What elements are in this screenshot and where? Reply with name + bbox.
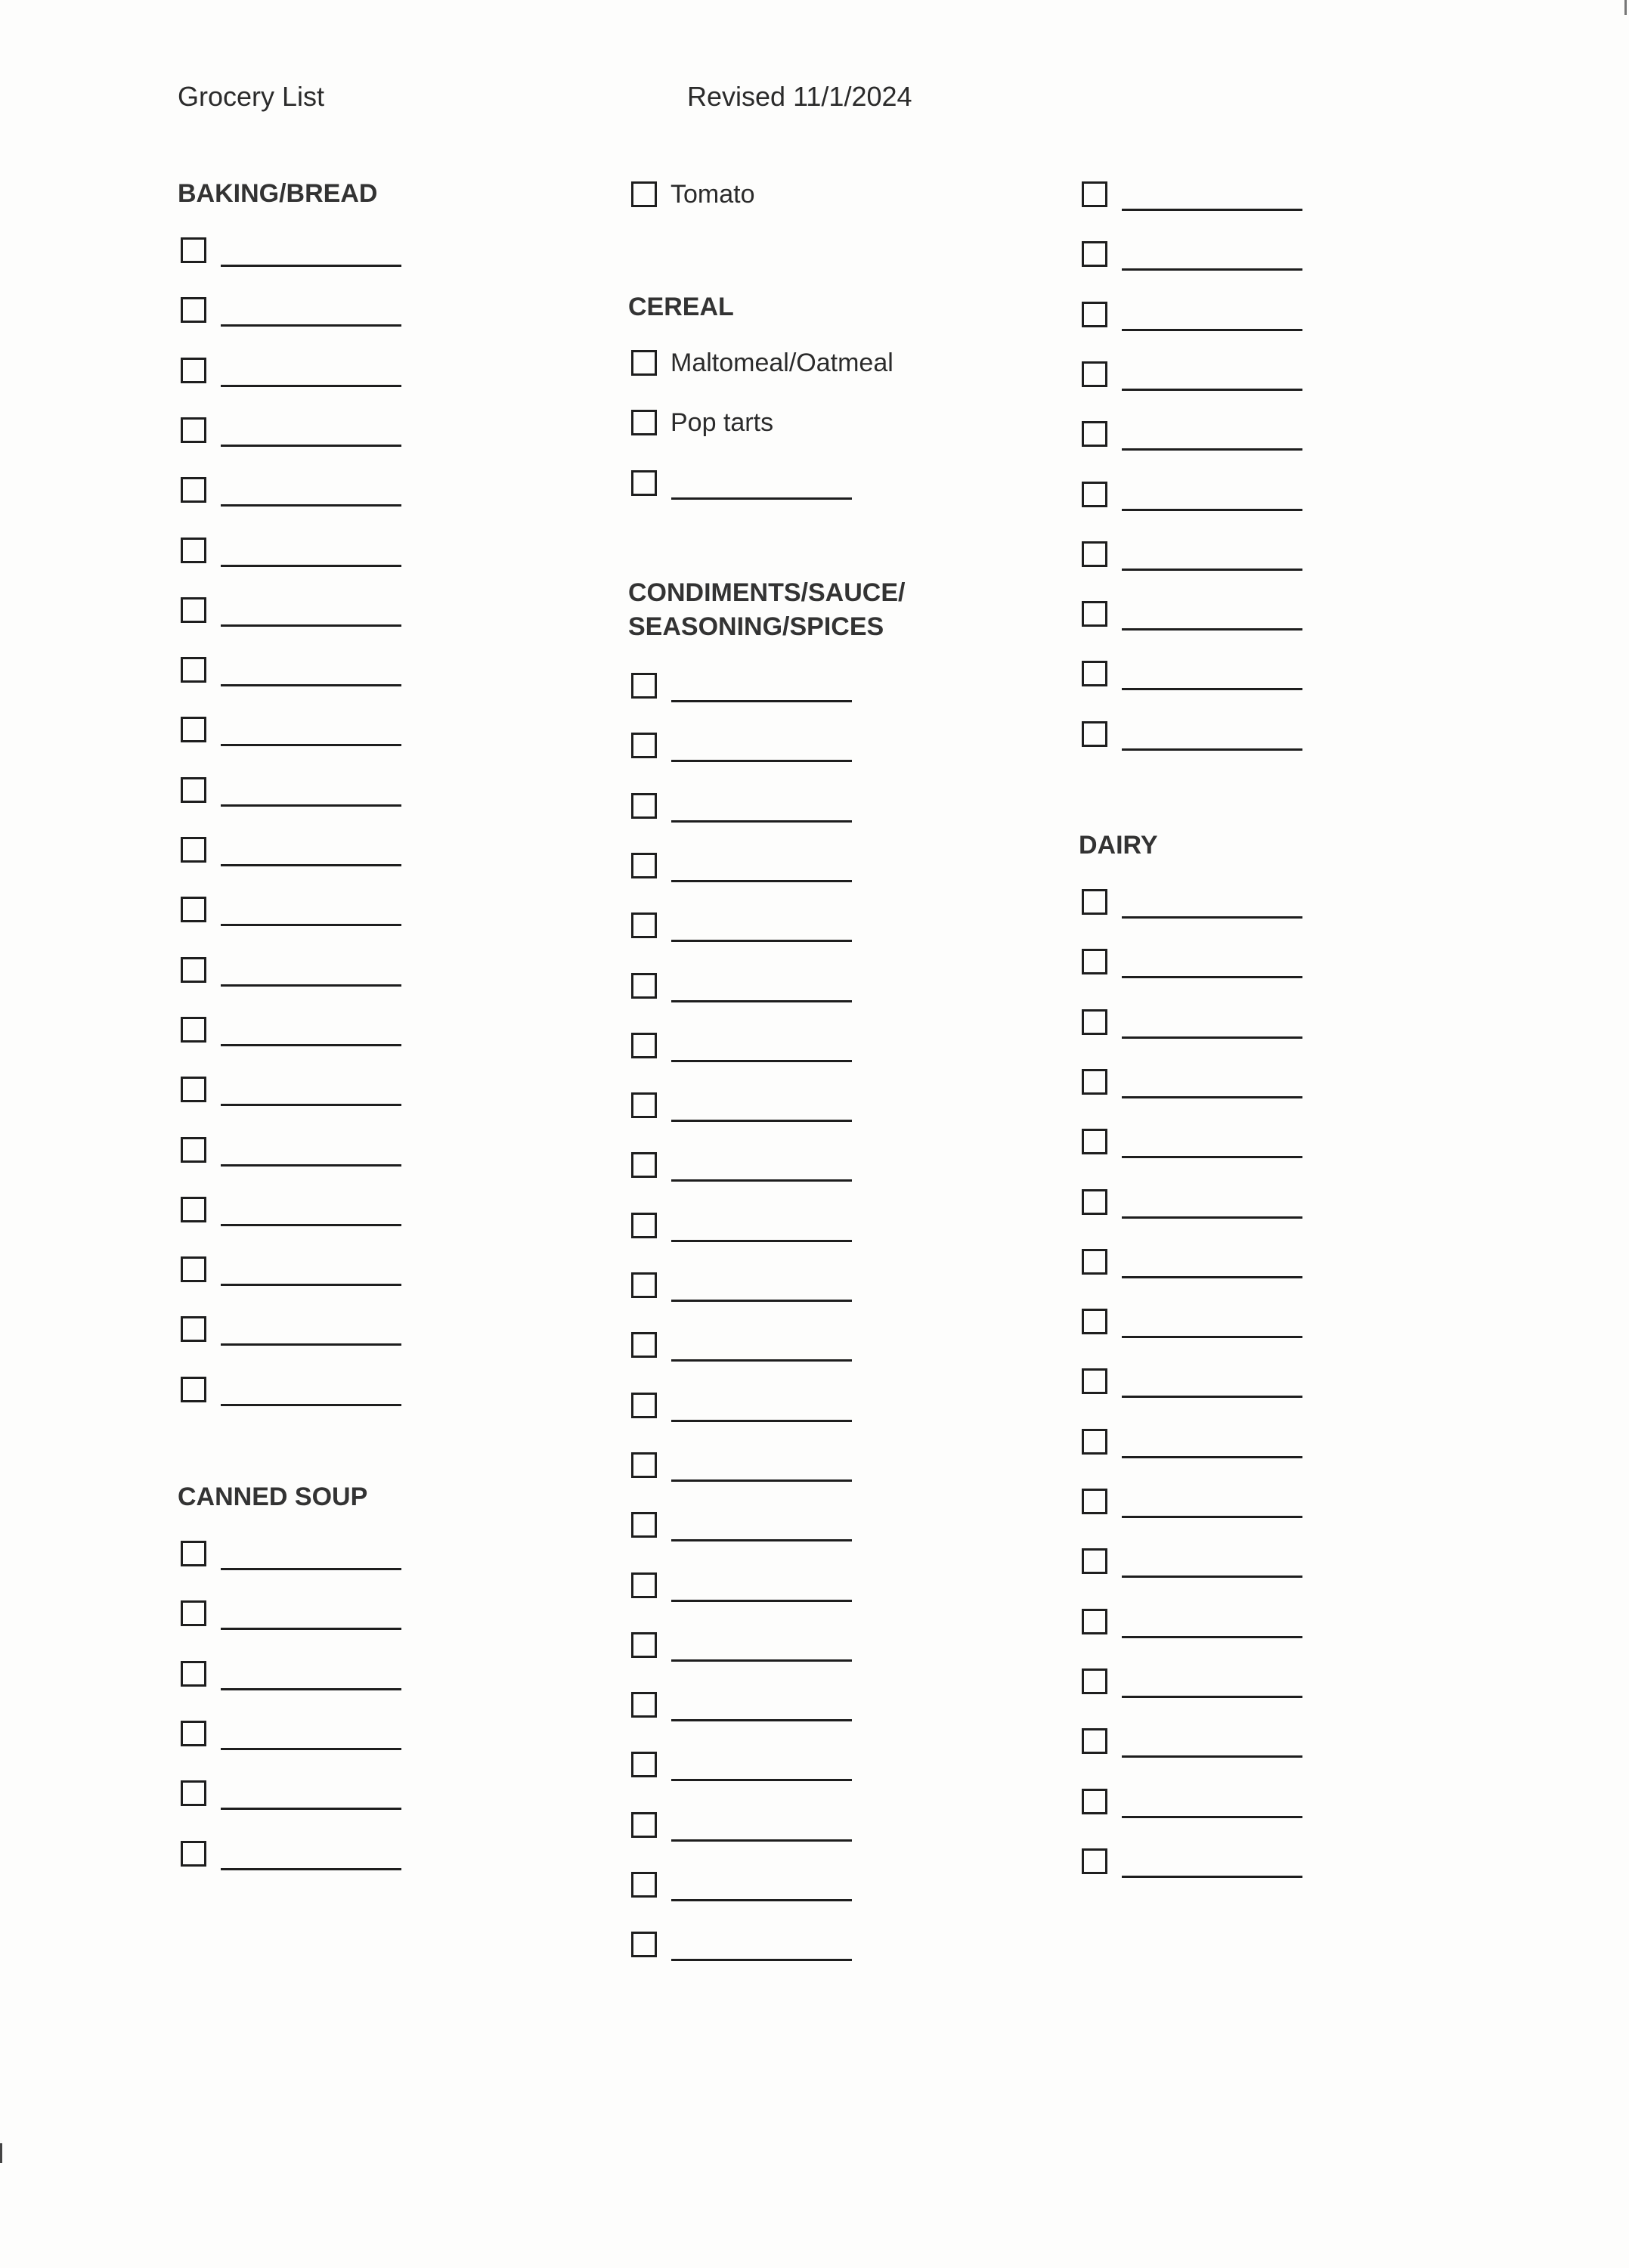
checkbox[interactable] <box>1082 181 1107 207</box>
checkbox[interactable] <box>181 1137 206 1163</box>
checkbox[interactable] <box>181 417 206 443</box>
checklist-item <box>1079 949 1396 981</box>
write-in-line[interactable] <box>1122 1696 1302 1698</box>
checklist-item <box>1079 1368 1396 1400</box>
write-in-line[interactable] <box>1122 628 1302 631</box>
checklist-item <box>1079 721 1396 753</box>
checklist-item <box>628 1632 946 1664</box>
checklist-item <box>1079 661 1396 692</box>
section-heading: BAKING/BREAD <box>178 179 378 208</box>
write-in-line[interactable] <box>671 1060 852 1062</box>
write-in-line[interactable] <box>221 1568 401 1570</box>
write-in-line[interactable] <box>671 940 852 942</box>
checkbox[interactable] <box>631 793 657 819</box>
checklist-item <box>178 1316 495 1348</box>
checkbox[interactable] <box>631 673 657 699</box>
write-in-line[interactable] <box>1122 509 1302 511</box>
checklist-item <box>1079 421 1396 453</box>
section-heading: CANNED SOUP <box>178 1483 368 1511</box>
checkbox[interactable] <box>631 1332 657 1358</box>
checkbox[interactable] <box>1082 601 1107 627</box>
checkbox[interactable] <box>1082 661 1107 686</box>
checklist-item <box>178 1841 495 1873</box>
checkbox[interactable] <box>181 1661 206 1687</box>
checklist-item <box>178 297 495 329</box>
write-in-line[interactable] <box>221 1688 401 1690</box>
write-in-line[interactable] <box>221 924 401 926</box>
checkbox[interactable] <box>1082 302 1107 327</box>
checklist-item <box>628 1213 946 1244</box>
checklist-item <box>1079 889 1396 921</box>
write-in-line[interactable] <box>671 1240 852 1242</box>
write-in-line[interactable] <box>1122 1576 1302 1578</box>
write-in-line[interactable] <box>221 265 401 267</box>
checklist-item <box>178 717 495 748</box>
checklist-item <box>178 1077 495 1108</box>
checklist-item <box>1079 1189 1396 1221</box>
checkbox[interactable] <box>181 237 206 263</box>
checklist-item <box>1079 1668 1396 1700</box>
checkbox[interactable] <box>181 597 206 623</box>
checkbox[interactable] <box>631 1932 657 1957</box>
checklist-item <box>628 673 946 705</box>
write-in-line[interactable] <box>1122 1156 1302 1158</box>
write-in-line[interactable] <box>221 984 401 987</box>
checkbox[interactable] <box>631 470 657 496</box>
checkbox[interactable] <box>1082 1189 1107 1215</box>
checklist-item <box>1079 541 1396 573</box>
write-in-line[interactable] <box>671 1959 852 1961</box>
checkbox[interactable] <box>1082 1249 1107 1275</box>
checkbox[interactable] <box>181 1316 206 1342</box>
checklist-item <box>178 1197 495 1228</box>
write-in-line[interactable] <box>221 565 401 567</box>
checklist-item <box>1079 482 1396 513</box>
write-in-line[interactable] <box>671 760 852 762</box>
checklist-item <box>178 1256 495 1288</box>
scan-edge-mark <box>0 2143 2 2163</box>
checklist-item <box>1079 1548 1396 1580</box>
write-in-line[interactable] <box>221 1343 401 1346</box>
checklist-item <box>628 350 946 382</box>
write-in-line[interactable] <box>1122 1096 1302 1098</box>
write-in-line[interactable] <box>671 1420 852 1422</box>
checkbox[interactable] <box>1082 1668 1107 1694</box>
section-heading: CEREAL <box>628 293 734 321</box>
checklist-item <box>178 597 495 629</box>
write-in-line[interactable] <box>671 1300 852 1302</box>
checklist-item <box>178 477 495 509</box>
checkbox[interactable] <box>181 897 206 922</box>
checkbox[interactable] <box>181 1600 206 1626</box>
document-title: Grocery List <box>178 81 325 112</box>
section-heading: DAIRY <box>1079 831 1158 860</box>
checklist-item <box>1079 1489 1396 1520</box>
checklist-item <box>178 417 495 449</box>
write-in-line[interactable] <box>221 744 401 746</box>
write-in-line[interactable] <box>1122 569 1302 571</box>
write-in-line[interactable] <box>1122 329 1302 331</box>
checkbox[interactable] <box>631 912 657 938</box>
checklist-item <box>628 410 946 442</box>
checklist-item <box>1079 1429 1396 1461</box>
write-in-line[interactable] <box>1122 1336 1302 1338</box>
write-in-line[interactable] <box>1122 1396 1302 1398</box>
checklist-item <box>1079 601 1396 633</box>
write-in-line[interactable] <box>671 1120 852 1122</box>
checkbox[interactable] <box>181 1197 206 1222</box>
checkbox[interactable] <box>631 1632 657 1658</box>
checkbox[interactable] <box>1082 1129 1107 1154</box>
write-in-line[interactable] <box>1122 1636 1302 1638</box>
checklist-item <box>178 1661 495 1693</box>
checkbox[interactable] <box>631 410 657 435</box>
write-in-line[interactable] <box>671 1479 852 1482</box>
checkbox[interactable] <box>1082 1009 1107 1035</box>
write-in-line[interactable] <box>671 820 852 823</box>
checklist-item <box>628 1332 946 1364</box>
checkbox[interactable] <box>631 1213 657 1238</box>
write-in-line[interactable] <box>671 1600 852 1602</box>
write-in-line[interactable] <box>221 1284 401 1286</box>
checkbox[interactable] <box>631 1393 657 1418</box>
checkbox[interactable] <box>631 1452 657 1478</box>
checklist-item <box>628 973 946 1005</box>
checklist-item <box>1079 302 1396 333</box>
write-in-line[interactable] <box>221 1224 401 1226</box>
checklist-item <box>628 1812 946 1844</box>
checkbox[interactable] <box>1082 1429 1107 1455</box>
write-in-line[interactable] <box>671 1719 852 1721</box>
checkbox[interactable] <box>1082 482 1107 507</box>
checkbox[interactable] <box>181 657 206 683</box>
checkbox[interactable] <box>181 1017 206 1043</box>
item-label: Tomato <box>670 180 755 209</box>
checklist-item <box>178 538 495 569</box>
checkbox[interactable] <box>631 1752 657 1777</box>
write-in-line[interactable] <box>671 1899 852 1901</box>
write-in-line[interactable] <box>671 700 852 702</box>
checklist-item <box>628 1033 946 1064</box>
checklist-item <box>178 1600 495 1632</box>
write-in-line[interactable] <box>221 684 401 686</box>
checkbox[interactable] <box>181 1077 206 1102</box>
checkbox[interactable] <box>631 1572 657 1598</box>
checklist-item <box>1079 1249 1396 1281</box>
write-in-line[interactable] <box>221 1808 401 1810</box>
checkbox[interactable] <box>1082 1609 1107 1634</box>
write-in-line[interactable] <box>671 1000 852 1002</box>
checkbox[interactable] <box>181 837 206 863</box>
checklist-item <box>1079 1129 1396 1160</box>
checklist-item <box>1079 1309 1396 1340</box>
checklist-item <box>628 853 946 885</box>
checklist-item <box>628 1272 946 1304</box>
checkbox[interactable] <box>631 1812 657 1838</box>
checklist-item <box>178 358 495 389</box>
checklist-item <box>178 657 495 689</box>
checkbox[interactable] <box>1082 1489 1107 1514</box>
checkbox[interactable] <box>1082 541 1107 567</box>
item-label: Maltomeal/Oatmeal <box>670 349 893 377</box>
checkbox[interactable] <box>1082 361 1107 387</box>
checkbox[interactable] <box>1082 1368 1107 1394</box>
checklist-item <box>628 1872 946 1904</box>
checklist-item <box>1079 1848 1396 1880</box>
checkbox[interactable] <box>181 358 206 383</box>
checklist-item <box>1079 1789 1396 1820</box>
checkbox[interactable] <box>181 1841 206 1867</box>
checklist-item <box>628 1092 946 1124</box>
checklist-item <box>628 1452 946 1484</box>
checklist-item <box>628 793 946 825</box>
checkbox[interactable] <box>181 1256 206 1282</box>
write-in-line[interactable] <box>221 624 401 627</box>
checkbox[interactable] <box>631 973 657 999</box>
checkbox[interactable] <box>631 1033 657 1058</box>
checkbox[interactable] <box>181 538 206 563</box>
write-in-line[interactable] <box>1122 688 1302 690</box>
checkbox[interactable] <box>1082 949 1107 974</box>
checkbox[interactable] <box>631 1152 657 1178</box>
checklist-item <box>628 1572 946 1604</box>
checklist-item <box>628 1152 946 1184</box>
checklist-item <box>1079 1728 1396 1760</box>
checkbox[interactable] <box>631 1512 657 1538</box>
write-in-line[interactable] <box>1122 209 1302 211</box>
write-in-line[interactable] <box>221 1164 401 1167</box>
checklist-item <box>1079 241 1396 273</box>
write-in-line[interactable] <box>1122 1276 1302 1278</box>
checkbox[interactable] <box>1082 241 1107 267</box>
section-heading: CONDIMENTS/SAUCE/ SEASONING/SPICES <box>628 578 906 641</box>
checklist-item <box>178 1721 495 1752</box>
checklist-item <box>178 1780 495 1812</box>
checklist-item <box>178 957 495 989</box>
checkbox[interactable] <box>181 777 206 803</box>
checkbox[interactable] <box>181 1780 206 1806</box>
checkbox[interactable] <box>631 1872 657 1898</box>
checkbox[interactable] <box>1082 1069 1107 1095</box>
checkbox[interactable] <box>631 1272 657 1298</box>
write-in-line[interactable] <box>671 880 852 882</box>
checklist-item <box>1079 1069 1396 1101</box>
checklist-item <box>178 837 495 869</box>
write-in-line[interactable] <box>1122 1456 1302 1458</box>
write-in-line[interactable] <box>671 1359 852 1362</box>
checkbox[interactable] <box>181 477 206 503</box>
revision-date: Revised 11/1/2024 <box>687 81 912 112</box>
write-in-line[interactable] <box>1122 268 1302 271</box>
checklist-item <box>628 733 946 764</box>
checkbox[interactable] <box>181 957 206 983</box>
write-in-line[interactable] <box>221 324 401 327</box>
write-in-line[interactable] <box>1122 748 1302 751</box>
checkbox[interactable] <box>631 1692 657 1718</box>
checkbox[interactable] <box>181 717 206 742</box>
checkbox[interactable] <box>1082 1848 1107 1874</box>
write-in-line[interactable] <box>1122 1036 1302 1039</box>
write-in-line[interactable] <box>221 1404 401 1406</box>
checklist-item <box>1079 361 1396 393</box>
checkbox[interactable] <box>631 181 657 207</box>
checkbox[interactable] <box>181 297 206 323</box>
write-in-line[interactable] <box>1122 1816 1302 1818</box>
checklist-item <box>628 181 946 213</box>
checklist-item <box>1079 181 1396 213</box>
checklist-item <box>628 1752 946 1783</box>
checkbox[interactable] <box>631 350 657 376</box>
checkbox[interactable] <box>1082 1728 1107 1754</box>
write-in-line[interactable] <box>671 1839 852 1842</box>
checkbox[interactable] <box>181 1541 206 1566</box>
checkbox[interactable] <box>1082 1789 1107 1814</box>
write-in-line[interactable] <box>221 1044 401 1046</box>
checkbox[interactable] <box>181 1721 206 1746</box>
checklist-item <box>1079 1609 1396 1641</box>
checklist-item <box>1079 1009 1396 1041</box>
write-in-line[interactable] <box>671 1659 852 1662</box>
checkbox[interactable] <box>1082 421 1107 447</box>
checklist-item <box>178 1137 495 1169</box>
checklist-item <box>178 777 495 809</box>
write-in-line[interactable] <box>221 445 401 447</box>
checkbox[interactable] <box>631 1092 657 1118</box>
checklist-item <box>178 897 495 928</box>
write-in-line[interactable] <box>221 864 401 866</box>
write-in-line[interactable] <box>671 1179 852 1182</box>
checkbox[interactable] <box>1082 889 1107 915</box>
write-in-line[interactable] <box>221 804 401 807</box>
write-in-line[interactable] <box>221 1628 401 1630</box>
checklist-item <box>628 1692 946 1724</box>
write-in-line[interactable] <box>1122 389 1302 391</box>
checklist-item <box>178 1541 495 1572</box>
checkbox[interactable] <box>631 733 657 758</box>
write-in-line[interactable] <box>221 1104 401 1106</box>
write-in-line[interactable] <box>1122 1876 1302 1878</box>
checklist-item <box>628 912 946 944</box>
checklist-item <box>628 470 946 502</box>
checklist-item <box>178 1017 495 1049</box>
write-in-line[interactable] <box>1122 1755 1302 1758</box>
write-in-line[interactable] <box>1122 976 1302 978</box>
write-in-line[interactable] <box>1122 1216 1302 1219</box>
checklist-item <box>178 1377 495 1408</box>
write-in-line[interactable] <box>221 504 401 507</box>
checklist-item <box>628 1932 946 1963</box>
checklist-item <box>628 1512 946 1544</box>
checklist-item <box>178 237 495 269</box>
checklist-item <box>628 1393 946 1424</box>
write-in-line[interactable] <box>221 385 401 387</box>
checkbox[interactable] <box>181 1377 206 1402</box>
checkbox[interactable] <box>1082 1548 1107 1574</box>
scan-corner-mark <box>1624 0 1627 15</box>
checkbox[interactable] <box>631 853 657 878</box>
write-in-line[interactable] <box>671 1539 852 1541</box>
checkbox[interactable] <box>1082 1309 1107 1334</box>
checkbox[interactable] <box>1082 721 1107 747</box>
write-in-line[interactable] <box>1122 916 1302 919</box>
write-in-line[interactable] <box>1122 448 1302 451</box>
write-in-line[interactable] <box>671 1779 852 1781</box>
write-in-line[interactable] <box>1122 1516 1302 1518</box>
write-in-line[interactable] <box>671 497 852 500</box>
item-label: Pop tarts <box>670 408 774 437</box>
write-in-line[interactable] <box>221 1868 401 1870</box>
write-in-line[interactable] <box>221 1748 401 1750</box>
